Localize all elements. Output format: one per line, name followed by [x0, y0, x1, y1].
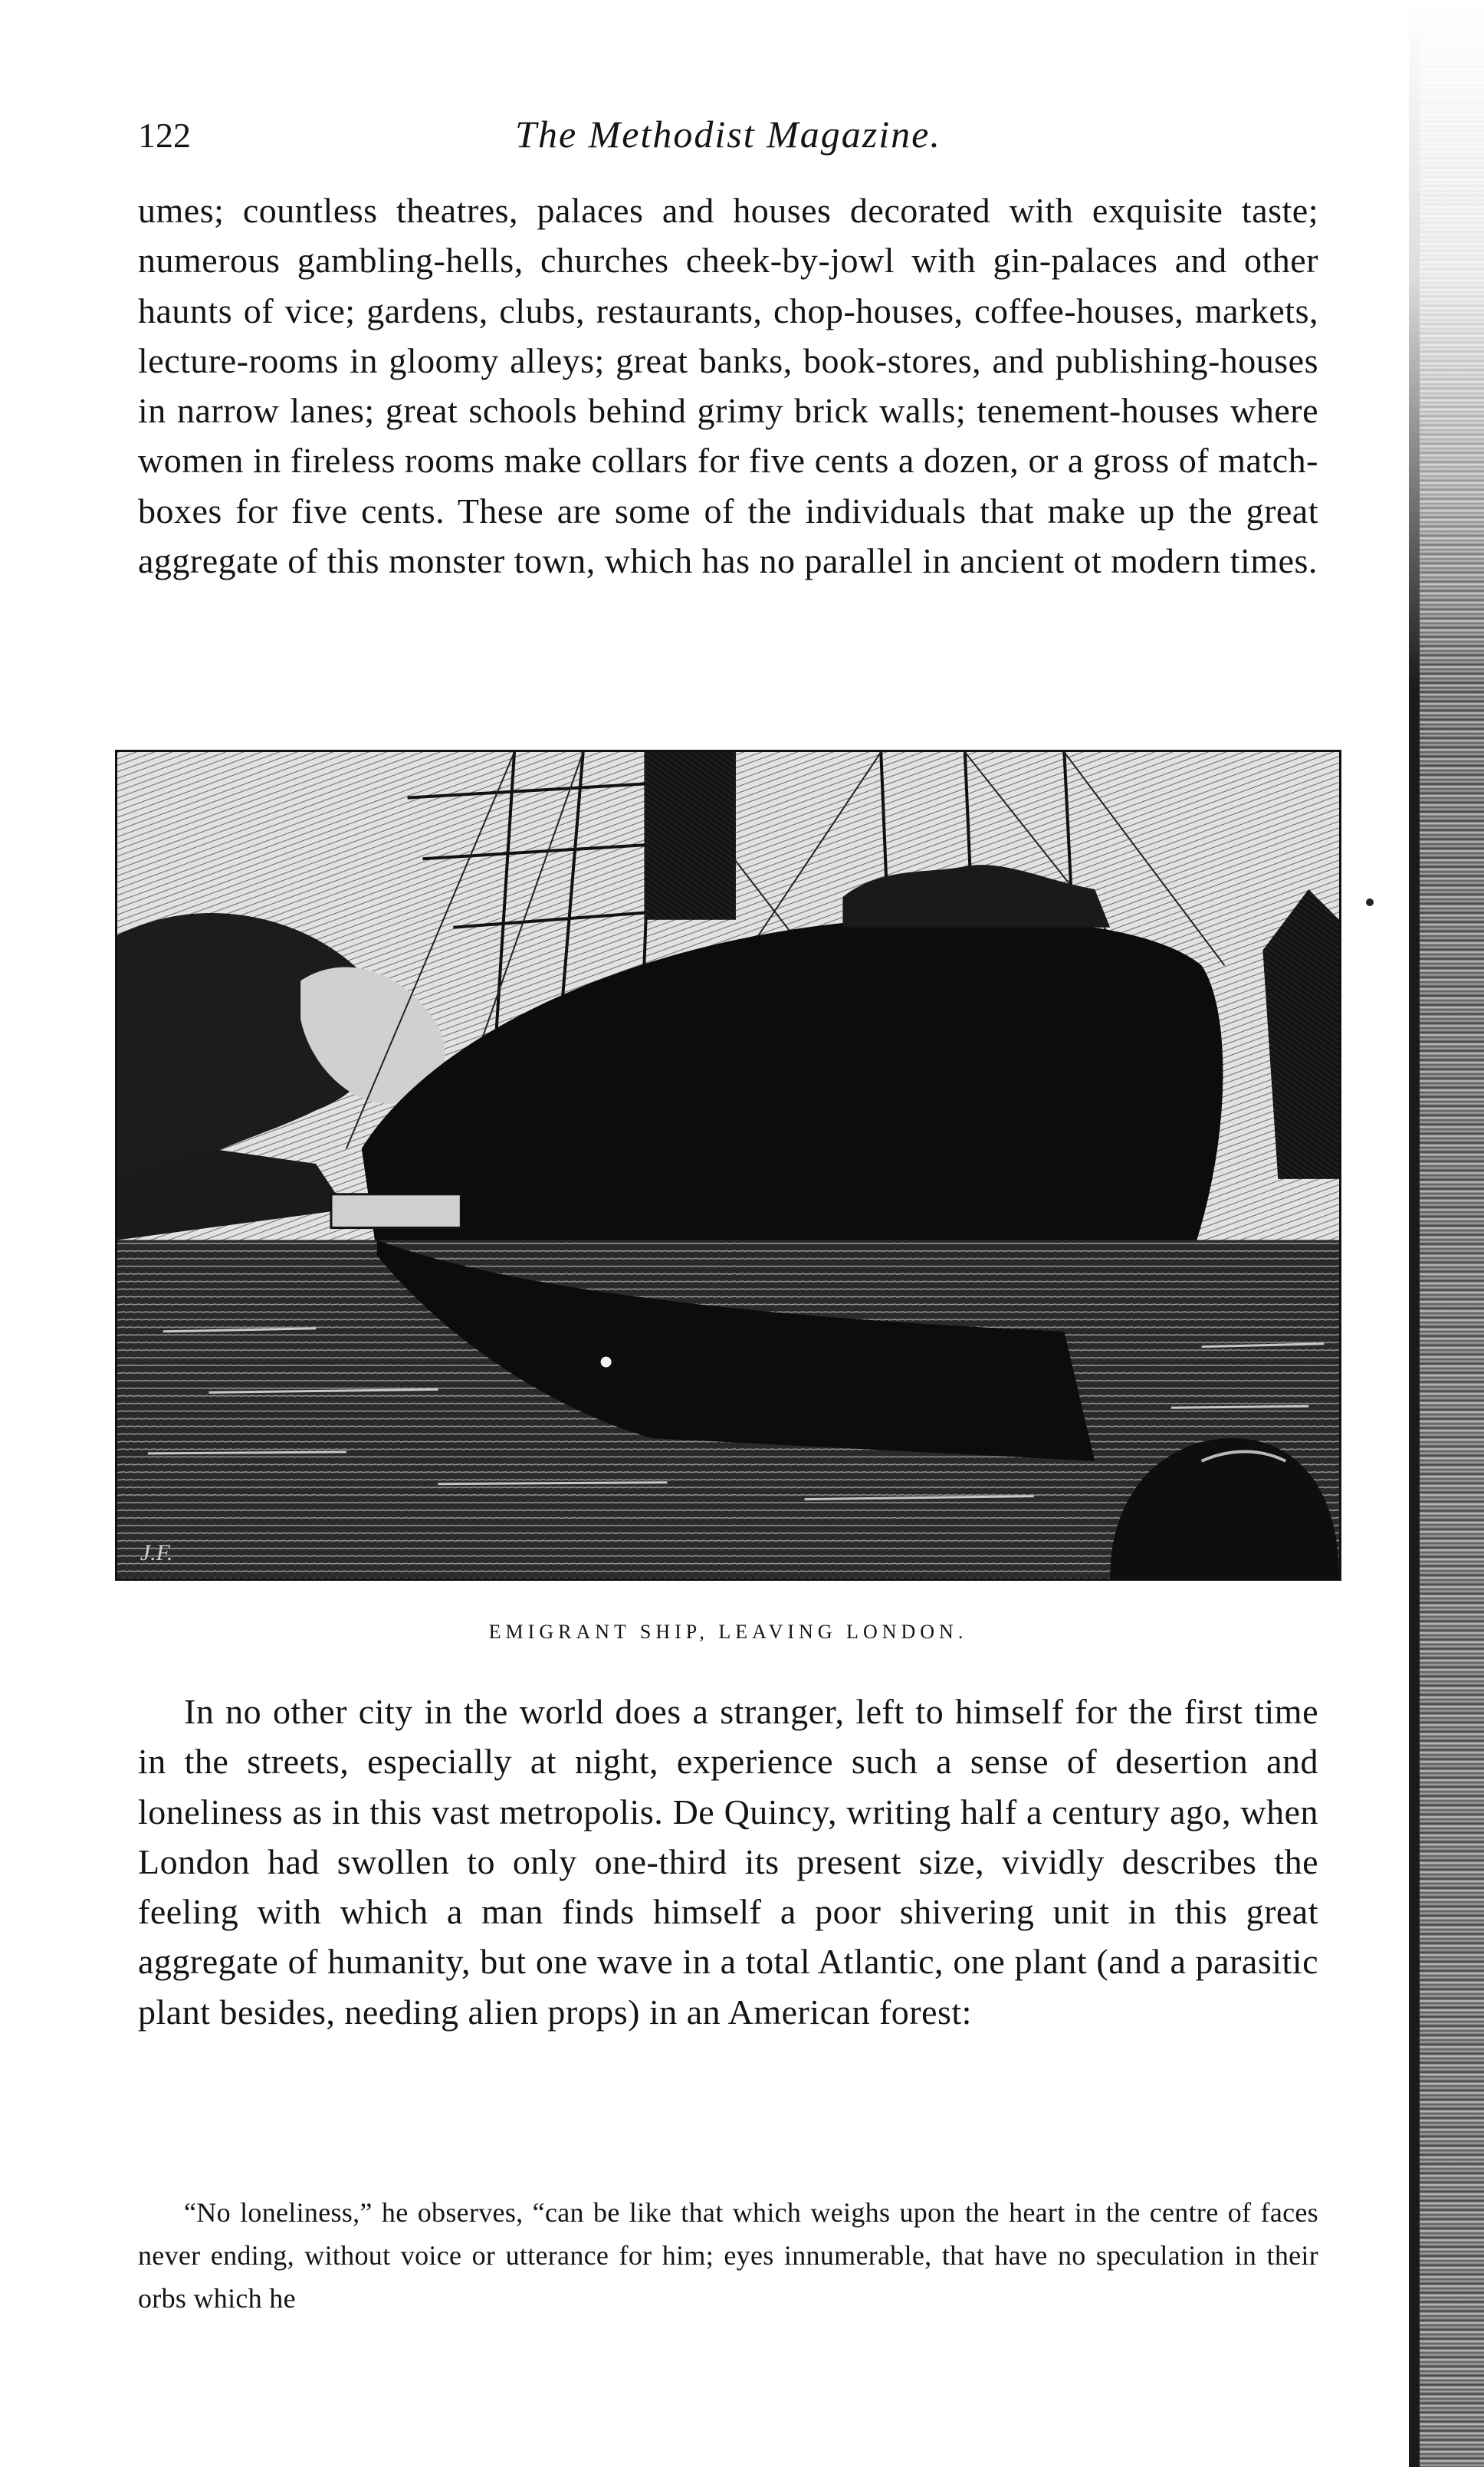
block-quote: “No loneliness,” he observes, “can be like that which weighs upon the heart in the centre of faces never ending, without voice or utterance for him; eyes innumerable, that have no speculation in their orbs which he: [138, 2197, 1318, 2314]
funnel: [644, 752, 736, 920]
page-header: [138, 107, 1318, 169]
body-paragraph-2: In no other city in the world does a stranger, left to himself for the first time in the streets, especially at night, experience such a sense of desertion and loneliness as in this vast metropolis. De Quincy, writing half a century ago, when London had swollen to only one-third its present size, vividly describes the feeling with which a man finds himself a poor shivering unit in this great aggregate of humanity, but one wave in a total Atlantic, one plant (and a parasitic plant besides, needing alien props) in an American forest:: [138, 1692, 1318, 2032]
page-number: 122: [138, 116, 191, 155]
engraving-emigrant-ship: [115, 750, 1341, 1581]
figure-caption: EMIGRANT SHIP, LEAVING LONDON.: [488, 1621, 968, 1643]
moored-boat: [331, 1194, 461, 1228]
body-paragraph-1: umes; countless theatres, palaces and houses decorated with exquisite taste; numerous gambling-hells, churches cheek-by-jowl with gin-palaces and other haunts of vice; gardens, clubs, restaurants, chop-houses, coffee-houses, markets, lecture-rooms in gloomy alleys; great banks, book-stores, and publishing-houses in narrow lanes; great schools behind grimy brick walls; tenement-houses where women in fireless rooms make collars for five cents a dozen, or a gross of match-boxes for five cents. These are some of the individuals that make up the great aggregate of this monster town, which has no parallel in ancient ot modern times.: [138, 191, 1318, 581]
engraver-mark: J.F.: [140, 1540, 173, 1566]
margin-dot: [1366, 898, 1374, 906]
running-title: The Methodist Magazine.: [515, 113, 941, 156]
engraving-artwork: [117, 752, 1339, 1578]
water-spark: [601, 1357, 612, 1368]
binding-edge-fade: [1409, 0, 1484, 690]
